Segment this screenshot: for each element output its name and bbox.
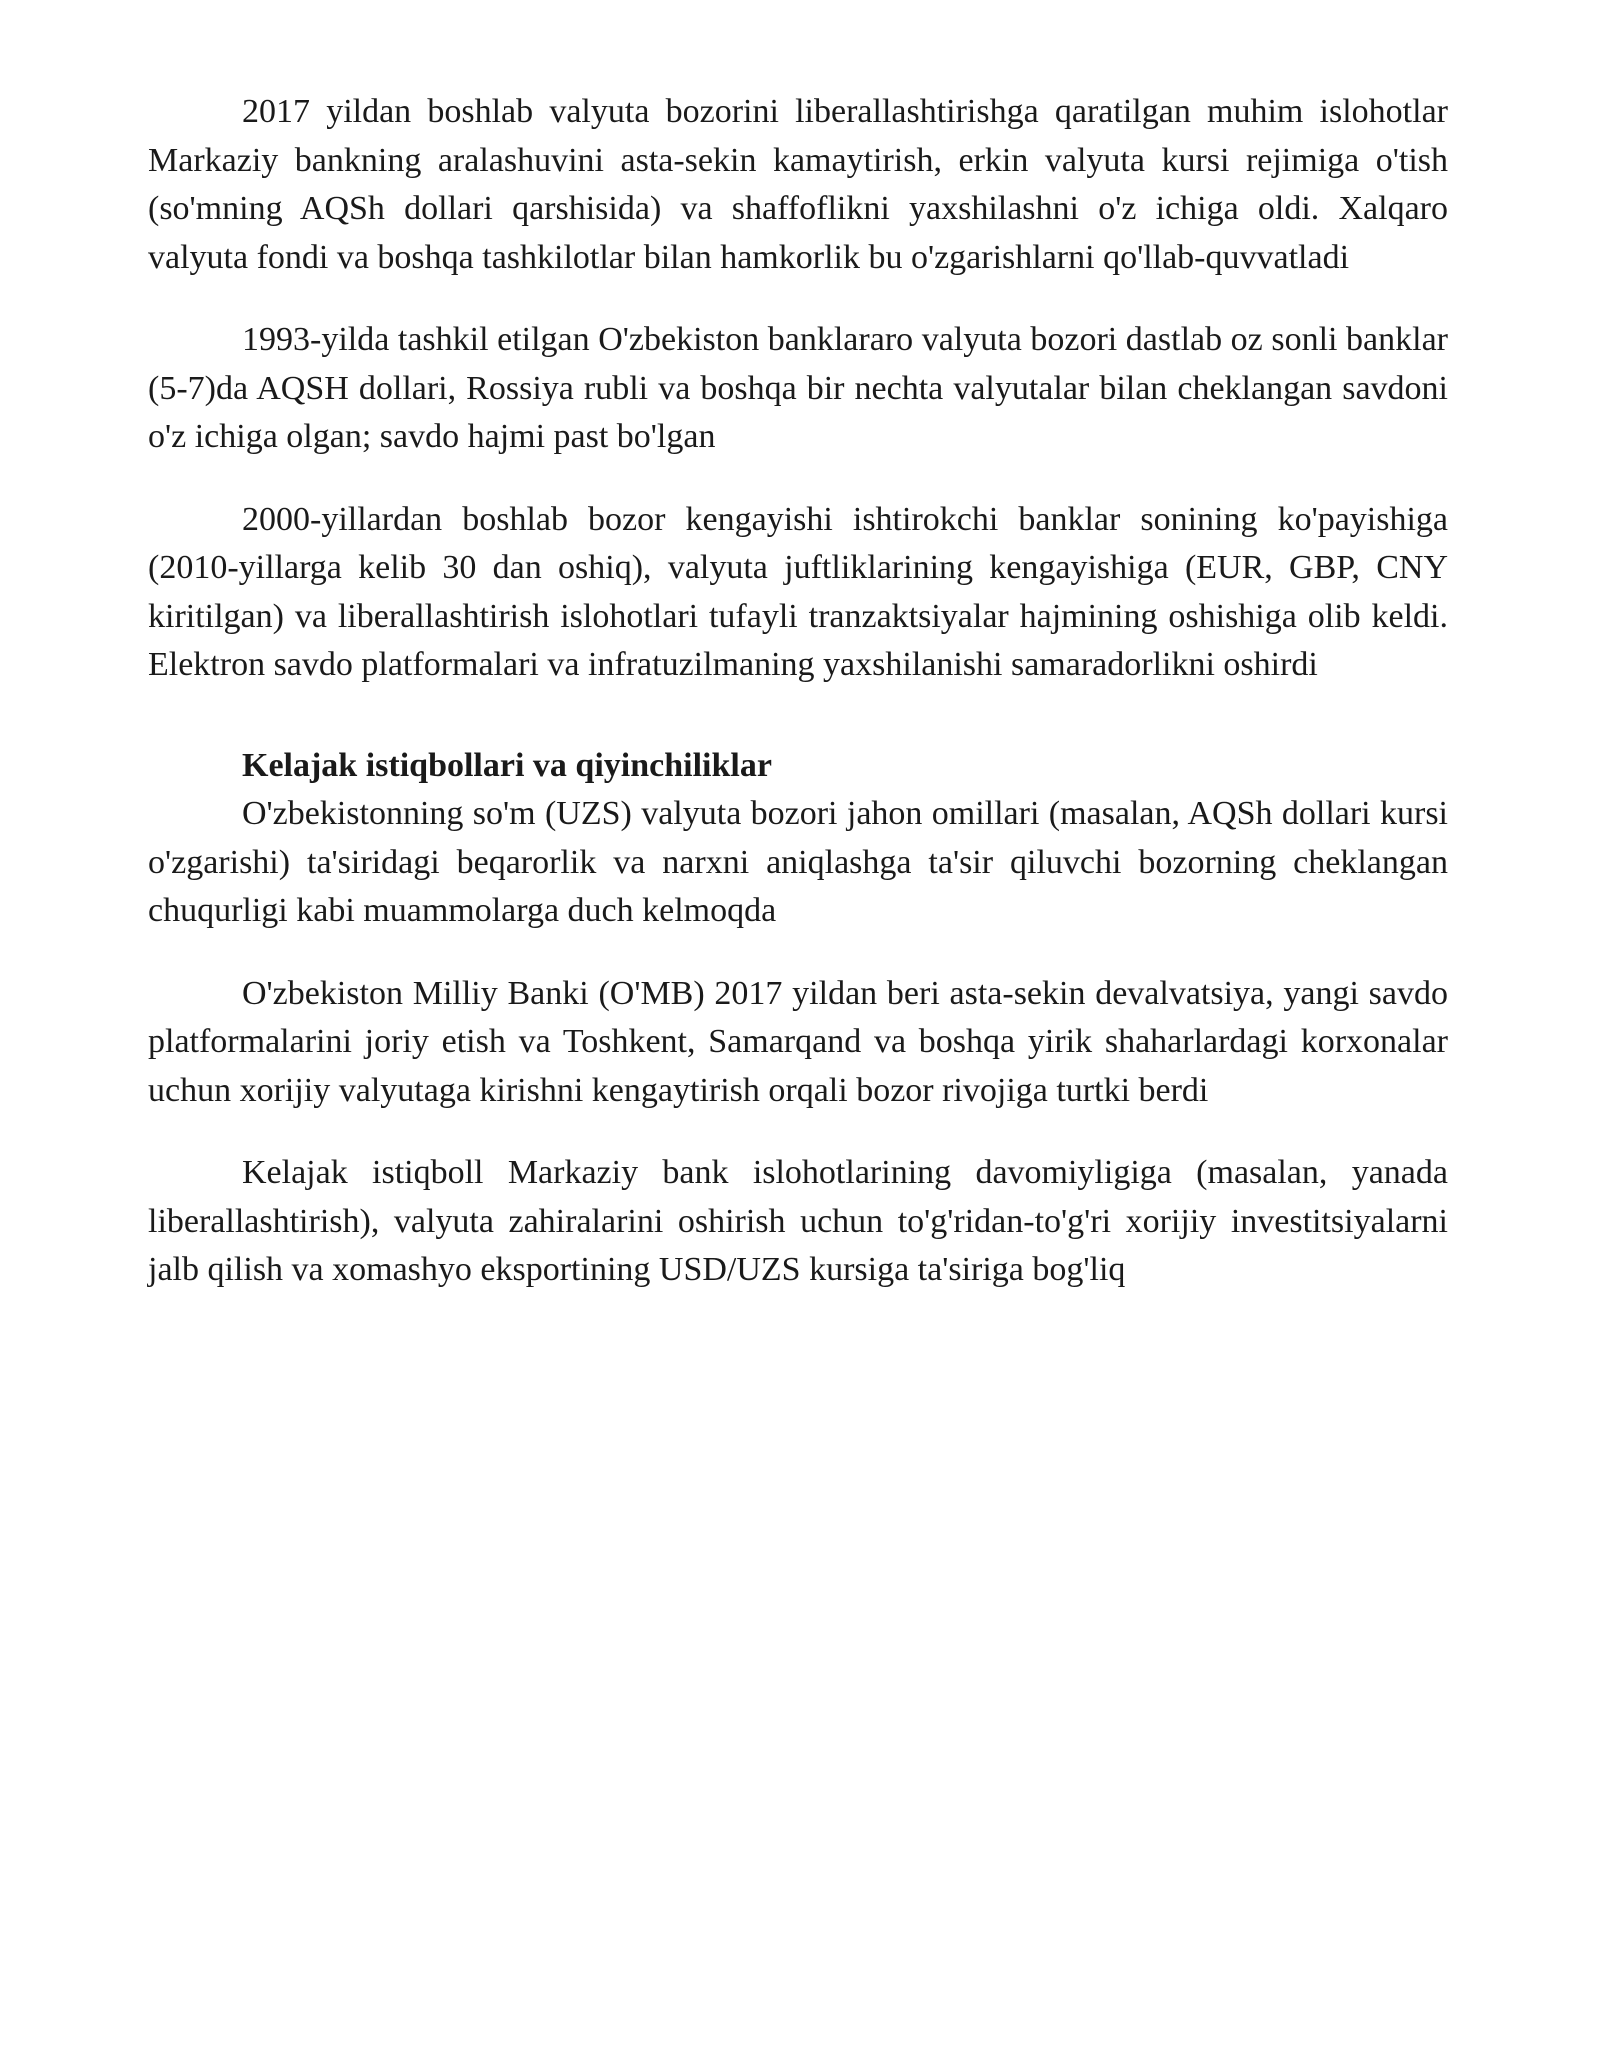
paragraph-interbank-market-1993: 1993-yilda tashkil etilgan O'zbekiston banklararo valyuta bozori dastlab oz sonli banklar (5-7)da AQSH dollari, Rossiya rubli va boshqa bir nechta valyutalar bilan cheklangan savdoni o'z ichiga olgan; savdo hajmi past bo'lgan — [148, 321, 1448, 455]
document-page — [148, 88, 1448, 1295]
paragraph-spacer — [148, 282, 1448, 316]
section-heading: Kelajak istiqbollari va qiyinchiliklar — [242, 746, 772, 784]
paragraph-spacer — [148, 936, 1448, 970]
paragraph-liberalization-reforms: 2017 yildan boshlab valyuta bozorini liberallashtirishga qaratilgan muhim islohotlar Markaziy bankning aralashuvini asta-sekin kamaytirish, erkin valyuta kursi rejimiga o'tish (so'mning AQSh dollari qarshisida) va shaffoflikni yaxshilashni o'z ichiga oldi. Xalqaro valyuta fondi va boshqa tashkilotlar bilan hamkorlik bu o'zgarishlarni qo'llab-quvvatladi — [148, 93, 1448, 276]
paragraph-national-bank-role: O'zbekiston Milliy Banki (O'MB) 2017 yildan beri asta-sekin devalvatsiya, yangi savdo platformalarini joriy etish va Toshkent, Samarqand va boshqa yirik shaharlardagi korxonalar uchun xorijiy valyutaga kirishni kengaytirish orqali bozor rivojiga turtki berdi — [148, 974, 1448, 1109]
section-spacer — [148, 690, 1448, 742]
paragraph-spacer — [148, 462, 1448, 496]
paragraph-spacer — [148, 1115, 1448, 1149]
paragraph-future-outlook: Kelajak istiqboll Markaziy bank islohotlarining davomiyligiga (masalan, yanada liberallashtirish), valyuta zahiralarini oshirish uchun to'g'ridan-to'g'ri xorijiy investitsiyalarni jalb qilish va xomashyo eksportining USD/UZS kursiga ta'siriga bog'liq — [148, 1154, 1448, 1288]
paragraph-market-expansion-2000s: 2000-yillardan boshlab bozor kengayishi ishtirokchi banklar sonining ko'payishiga (2010-yillarga kelib 30 dan oshiq), valyuta juftliklarining kengayishiga (EUR, GBP, CNY kiritilgan) va liberallashtirish islohotlari tufayli tranzaktsiyalar hajmining oshishiga olib keldi. Elektron savdo platformalari va infratuzilmaning yaxshilanishi samaradorlikni oshirdi — [148, 500, 1448, 683]
paragraph-market-challenges: O'zbekistonning so'm (UZS) valyuta bozori jahon omillari (masalan, AQSh dollari kursi o'zgarishi) ta'siridagi beqarorlik va narxni aniqlashga ta'sir qiluvchi bozorning cheklangan chuqurligi kabi muammolarga duch kelmoqda — [148, 795, 1448, 929]
